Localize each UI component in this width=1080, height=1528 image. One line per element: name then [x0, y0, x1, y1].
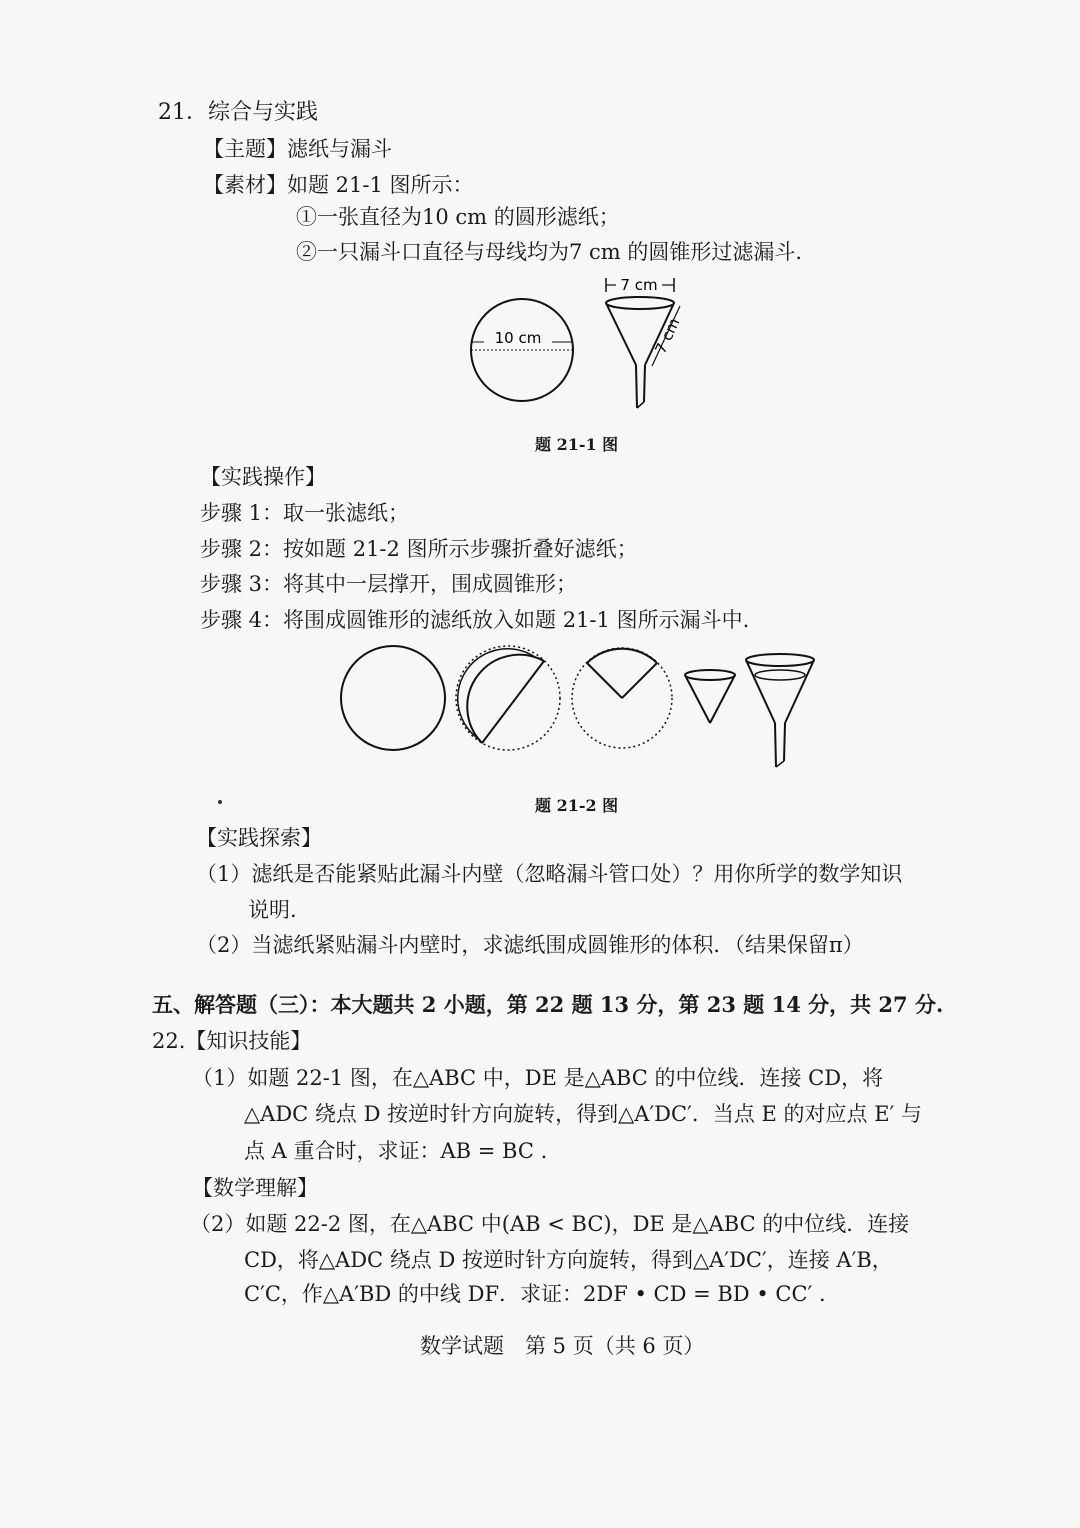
page-footer: 数学试题 第 5 页（共 6 页） [420, 1334, 705, 1358]
figure-21-2 [330, 645, 830, 775]
step-4: 步骤 4：将围成圆锥形的滤纸放入如题 21-1 图所示漏斗中. [200, 608, 750, 632]
explore-item-1-cont: 说明. [248, 898, 297, 922]
filter-paper-circle [471, 299, 573, 401]
funnel-slant-label: 7 cm [651, 315, 684, 357]
practice-heading: 【实践操作】 [200, 465, 326, 489]
q22-part2-line1: （2）如题 22-2 图，在△ABC 中(AB < BC)，DE 是△ABC 的中位线．连接 [190, 1212, 910, 1236]
figure-21-2-caption: 题 21-2 图 [535, 796, 619, 815]
step-1: 步骤 1：取一张滤纸； [200, 501, 410, 525]
q22-part1-line2: △ADC 绕点 D 按逆时针方向旋转，得到△A′DC′．当点 E 的对应点 E′ 与 [244, 1102, 922, 1126]
explore-heading: 【实践探索】 [196, 826, 322, 850]
explore-item-1: （1）滤纸是否能紧贴此漏斗内壁（忽略漏斗管口处）？用你所学的数学知识 [196, 862, 903, 886]
material-item-1: ①一张直径为10 cm 的圆形滤纸； [296, 205, 620, 229]
q22-part2-line3: C′C，作△A′BD 的中线 DF．求证：2DF • CD = BD • CC′ . [244, 1282, 826, 1306]
q22-part2-line2: CD，将△ADC 绕点 D 按逆时针方向旋转，得到△A′DC′，连接 A′B， [244, 1248, 893, 1272]
material-line: 【素材】如题 21-1 图所示： [203, 173, 474, 197]
step-circle-full [341, 646, 445, 750]
funnel-top-label: 7 cm [620, 276, 658, 294]
explore-item-2: （2）当滤纸紧贴漏斗内壁时，求滤纸围成圆锥形的体积．（结果保留π） [196, 933, 864, 957]
step-3: 步骤 3：将其中一层撑开，围成圆锥形； [200, 572, 578, 596]
material-item-2: ②一只漏斗口直径与母线均为7 cm 的圆锥形过滤漏斗. [296, 240, 803, 264]
question-21-title: 21．综合与实践 [158, 100, 318, 125]
question-22-title: 22.【知识技能】 [152, 1029, 312, 1053]
q22-part1-line1: （1）如题 22-1 图，在△ABC 中，DE 是△ABC 的中位线．连接 CD，将 [192, 1066, 884, 1090]
section-5-heading: 五、解答题（三）：本大题共 2 小题，第 22 题 13 分，第 23 题 14 分，共 27 分. [152, 992, 944, 1017]
step-circle-half [456, 646, 560, 750]
q22-part1-line3: 点 A 重合时，求证：AB = BC . [244, 1139, 548, 1163]
step-cone-in-funnel [746, 654, 814, 767]
step-circle-quarter [572, 648, 672, 748]
theme-line: 【主题】滤纸与漏斗 [203, 137, 392, 161]
understanding-heading: 【数学理解】 [192, 1176, 318, 1200]
figure-21-1-caption: 题 21-1 图 [535, 435, 619, 454]
circle-diameter-label: 10 cm [494, 329, 542, 347]
figure-21-1 [440, 270, 720, 420]
step-2: 步骤 2：按如题 21-2 图所示步骤折叠好滤纸； [200, 537, 638, 561]
step-cone [685, 670, 735, 723]
